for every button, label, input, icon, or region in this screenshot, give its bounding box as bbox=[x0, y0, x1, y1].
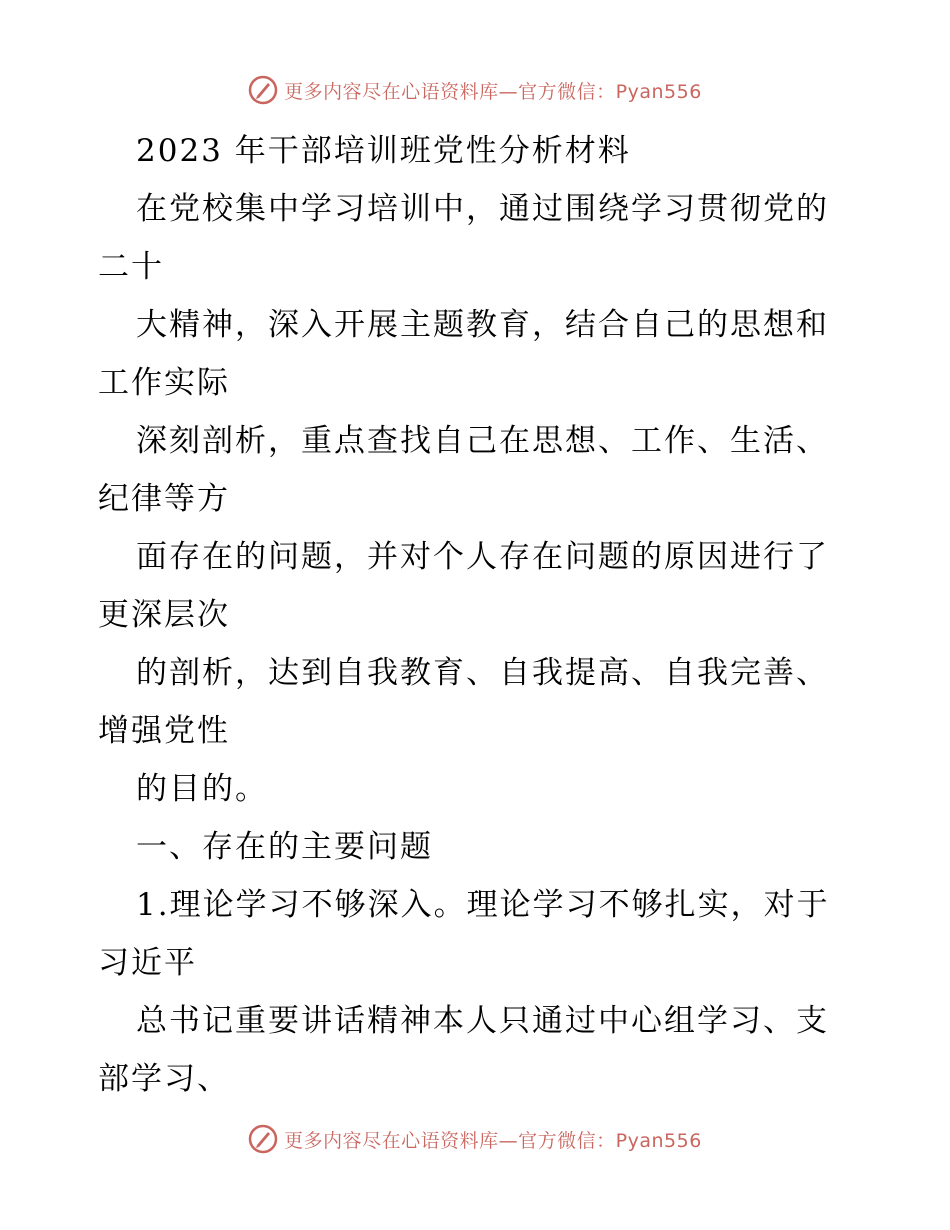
watermark-banner-top bbox=[0, 68, 950, 112]
paragraph-line: 在党校集中学习培训中，通过围绕学习贯彻党的 bbox=[136, 191, 829, 227]
paragraph-line: 部学习、 bbox=[98, 1061, 230, 1097]
document-body bbox=[98, 122, 858, 1108]
paragraph-line: 1.理论学习不够深入。理论学习不够扎实，对于 bbox=[136, 887, 830, 923]
paragraph-line: 纪律等方 bbox=[98, 481, 230, 517]
paragraph-line: 面存在的问题，并对个人存在问题的原因进行了 bbox=[136, 539, 829, 575]
quill-pen-logo-icon bbox=[248, 1124, 278, 1154]
paragraph-line: 习近平 bbox=[98, 945, 197, 981]
watermark-banner-bottom bbox=[0, 1117, 950, 1161]
quill-pen-logo-icon bbox=[248, 75, 278, 105]
paragraph-line: 深刻剖析，重点查找自己在思想、工作、生活、 bbox=[136, 423, 829, 459]
watermark-text-top: 更多内容尽在心语资料库—官方微信：Pyan556 bbox=[284, 80, 702, 103]
paragraph-line: 更深层次 bbox=[98, 597, 230, 633]
paragraph-line: 总书记重要讲话精神本人只通过中心组学习、支 bbox=[136, 1003, 829, 1039]
document-title: 2023 年干部培训班党性分析材料 bbox=[136, 133, 631, 169]
paragraph-line: 的剖析，达到自我教育、自我提高、自我完善、 bbox=[136, 655, 829, 691]
paragraph-line: 工作实际 bbox=[98, 365, 230, 401]
paragraph-line: 大精神，深入开展主题教育，结合自己的思想和 bbox=[136, 307, 829, 343]
paragraph-line: 的目的。 bbox=[136, 771, 268, 807]
paragraph-line: 二十 bbox=[98, 249, 164, 285]
section-heading: 一、存在的主要问题 bbox=[136, 829, 433, 865]
paragraph-line: 增强党性 bbox=[98, 713, 230, 749]
watermark-text-bottom: 更多内容尽在心语资料库—官方微信：Pyan556 bbox=[284, 1129, 702, 1152]
